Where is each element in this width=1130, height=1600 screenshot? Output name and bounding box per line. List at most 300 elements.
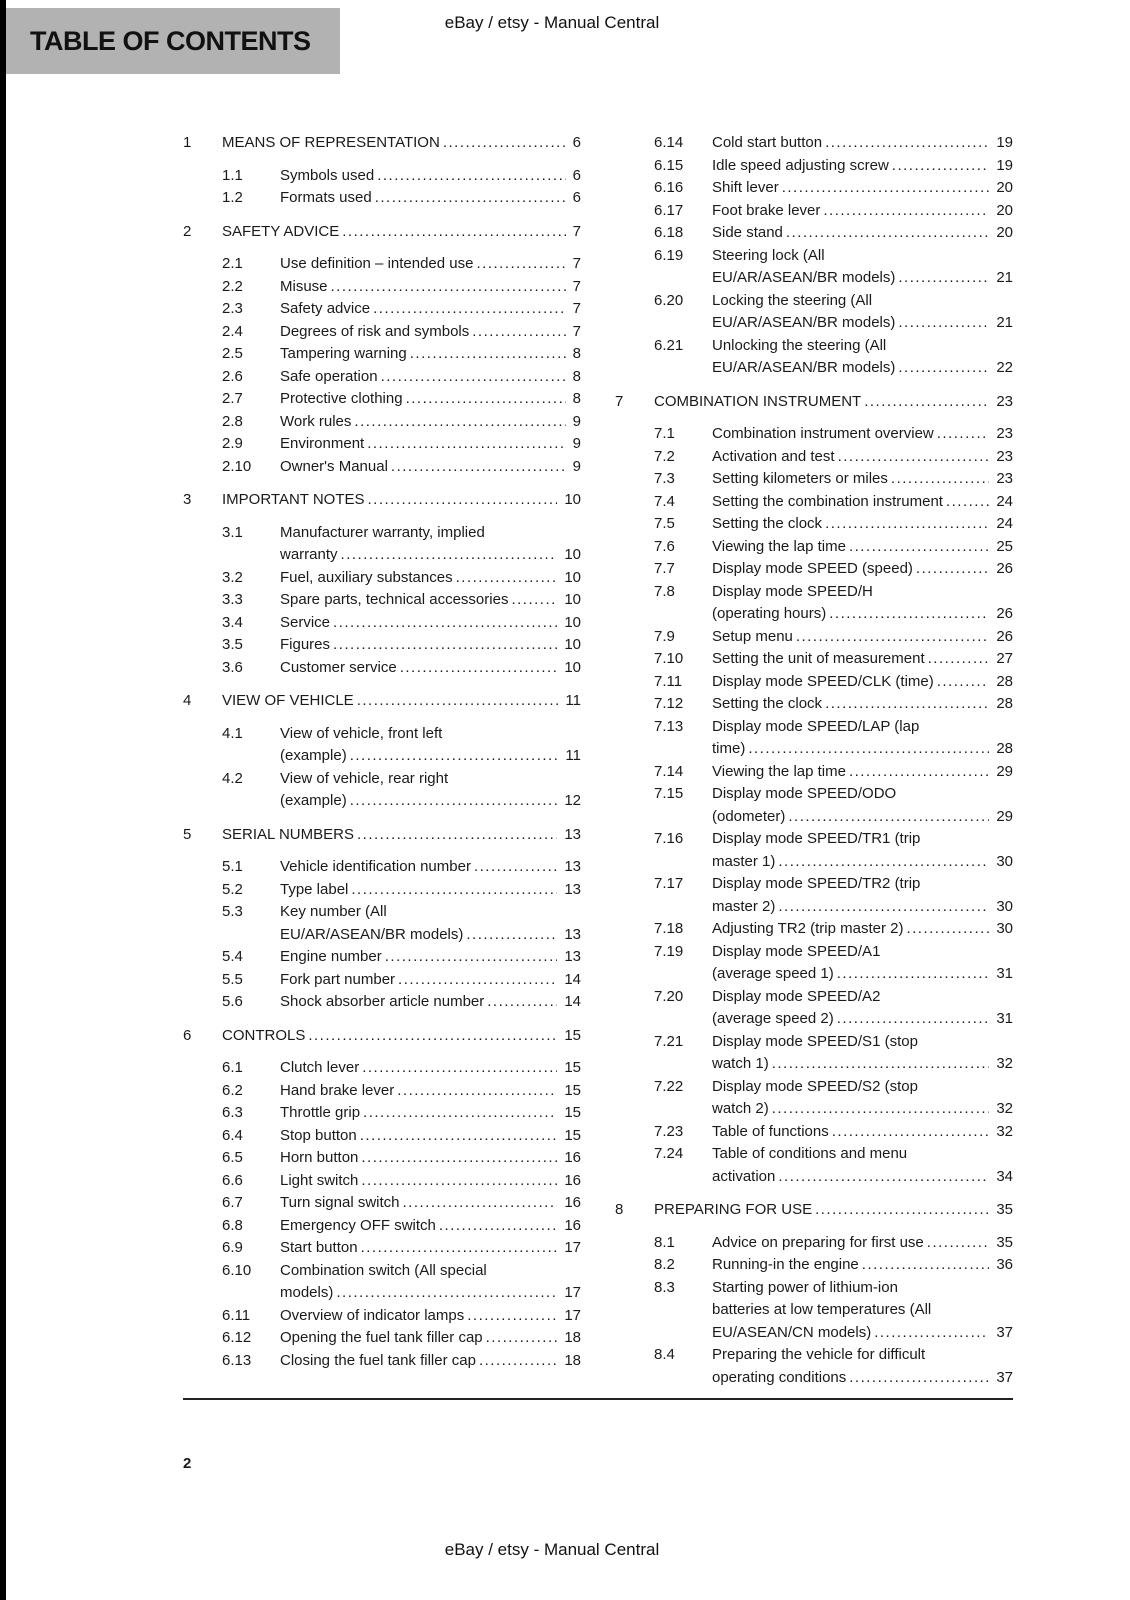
toc-entry-page: 36 xyxy=(989,1254,1013,1277)
toc-entry-title: Safety advice ..... xyxy=(280,300,370,317)
toc-entry-page: 16 xyxy=(557,1215,581,1238)
toc-entry-body xyxy=(280,879,581,902)
toc-entry-title: Overview of indicator lamps ..... xyxy=(280,1307,464,1324)
toc-entry-title: Steering lock (All EU/AR/ASEAN/BR models) ..... xyxy=(712,247,895,287)
toc-entry-number: 8.3 xyxy=(654,1278,675,1296)
toc-entry-page: 30 xyxy=(989,896,1013,919)
toc-entry xyxy=(615,626,1013,649)
toc-entry-title: Foot brake lever ..... xyxy=(712,202,820,219)
toc-entry-number: 6.5 xyxy=(222,1149,243,1166)
toc-entry xyxy=(615,1031,1013,1076)
toc-entry-body xyxy=(712,581,1013,626)
toc-entry-body xyxy=(712,558,1013,581)
toc-entry-body xyxy=(280,1305,581,1328)
toc-entry-number: 7.13 xyxy=(654,717,684,735)
toc-entry-body xyxy=(280,946,581,969)
toc-entry-page: 32 xyxy=(989,1053,1013,1076)
toc-entry-number: 7.20 xyxy=(654,987,684,1005)
toc-entry-number: 2.1 xyxy=(222,255,243,272)
toc-entry-number: 3.6 xyxy=(222,658,243,676)
toc-entry-number: 7.17 xyxy=(654,875,684,892)
toc-entry-body xyxy=(712,491,1013,514)
toc-entry-body xyxy=(280,276,581,299)
toc-entry-body xyxy=(712,1143,1013,1188)
toc-entry-title: Protective clothing ..... xyxy=(280,390,403,407)
toc-entry-body xyxy=(280,165,581,188)
toc-entry-body xyxy=(712,423,1013,446)
toc-entry-body xyxy=(280,321,581,344)
toc-entry-page: 26 xyxy=(989,626,1013,649)
toc-entry-page: 24 xyxy=(989,491,1013,514)
toc-entry xyxy=(183,1125,581,1148)
toc-entry-page: 23 xyxy=(989,391,1013,414)
toc-entry-number: 6.13 xyxy=(222,1351,252,1369)
toc-entry-body xyxy=(712,1277,1013,1345)
toc-entry-body xyxy=(222,824,581,847)
toc-entry xyxy=(183,411,581,434)
toc-entry-body xyxy=(712,761,1013,784)
toc-entry-title: Stop button ..... xyxy=(280,1127,357,1144)
toc-entry-number: 3.2 xyxy=(222,568,243,586)
toc-entry xyxy=(183,856,581,879)
toc-entry-page: 27 xyxy=(989,648,1013,671)
toc-entry xyxy=(615,391,1013,414)
toc-entry-page: 26 xyxy=(989,603,1013,626)
header-doc-title: eBay / etsy - Manual Central xyxy=(444,13,660,32)
toc-entry-body xyxy=(280,969,581,992)
toc-heading: TABLE OF CONTENTS xyxy=(30,25,311,56)
toc-entry xyxy=(183,1305,581,1328)
toc-entry-body xyxy=(712,155,1013,178)
toc-entry-number: 6.3 xyxy=(222,1104,243,1121)
toc-entry-body xyxy=(712,245,1013,290)
toc-entry-page: 17 xyxy=(557,1282,581,1305)
toc-entry-number: 3.4 xyxy=(222,613,243,631)
toc-entry xyxy=(615,1143,1013,1188)
toc-entry-body xyxy=(712,986,1013,1031)
toc-entry-number: 2.7 xyxy=(222,390,243,407)
toc-entry-number: 6.18 xyxy=(654,224,684,241)
toc-entry-body xyxy=(222,1025,581,1048)
toc-entry-page: 18 xyxy=(557,1350,581,1373)
toc-entry xyxy=(615,491,1013,514)
toc-column xyxy=(615,132,1013,1389)
toc-entry-title: Spare parts, technical accessories ..... xyxy=(280,591,508,608)
toc-entry-page: 13 xyxy=(557,824,581,847)
toc-entry-page: 20 xyxy=(989,177,1013,200)
toc-entry-body xyxy=(712,1121,1013,1144)
toc-entry-title: Running-in the engine ..... xyxy=(712,1256,859,1273)
toc-entry-body xyxy=(712,648,1013,671)
toc-entry-page: 11 xyxy=(558,745,581,768)
toc-entry-page: 24 xyxy=(989,513,1013,536)
toc-entry-number: 6.1 xyxy=(222,1059,243,1076)
toc-entry-page: 15 xyxy=(557,1080,581,1103)
toc-columns xyxy=(183,132,1013,1389)
toc-entry-title: Clutch lever ..... xyxy=(280,1059,359,1076)
footer-doc-title: eBay / etsy - Manual Central xyxy=(444,1540,660,1559)
toc-entry-title: Cold start button ..... xyxy=(712,134,822,151)
toc-entry-title: Combination instrument overview ..... xyxy=(712,425,934,442)
toc-entry xyxy=(615,1199,1013,1222)
toc-entry xyxy=(183,824,581,847)
toc-entry-page: 7 xyxy=(566,321,581,344)
toc-entry-body xyxy=(280,589,581,612)
toc-entry-page: 14 xyxy=(557,969,581,992)
toc-entry xyxy=(183,1025,581,1048)
toc-entry-body xyxy=(280,187,581,210)
toc-entry-page: 10 xyxy=(557,489,581,512)
toc-entry-title: Setting the combination instrument ..... xyxy=(712,493,943,510)
toc-entry-number: 7.12 xyxy=(654,695,684,712)
toc-entry-page: 6 xyxy=(566,187,581,210)
toc-entry-page: 18 xyxy=(557,1327,581,1350)
toc-entry-number: 1.1 xyxy=(222,166,243,184)
toc-entry-title: Service ..... xyxy=(280,614,330,631)
toc-entry-title: Activation and test ..... xyxy=(712,448,835,465)
toc-entry xyxy=(183,567,581,590)
toc-entry-number: 3.3 xyxy=(222,591,243,608)
toc-entry xyxy=(183,132,581,155)
toc-entry-title: Table of conditions and menu activation ..... xyxy=(712,1145,907,1185)
toc-entry-number: 7.24 xyxy=(654,1145,684,1162)
toc-entry-page: 23 xyxy=(989,446,1013,469)
toc-entry-title: Display mode SPEED/TR1 (trip master 1) ..... xyxy=(712,830,920,870)
toc-entry-title: Side stand ..... xyxy=(712,224,783,241)
toc-entry-title: IMPORTANT NOTES ..... xyxy=(222,491,365,508)
toc-entry-page: 23 xyxy=(989,423,1013,446)
toc-entry-title: Symbols used ..... xyxy=(280,167,374,184)
toc-entry-page: 37 xyxy=(989,1367,1013,1390)
toc-entry-title: Safe operation ..... xyxy=(280,368,378,385)
toc-entry-number: 4.2 xyxy=(222,769,243,787)
toc-entry xyxy=(615,918,1013,941)
toc-entry xyxy=(183,634,581,657)
toc-entry-title: Table of functions ..... xyxy=(712,1123,829,1140)
toc-entry-number: 2.5 xyxy=(222,345,243,362)
toc-entry xyxy=(183,901,581,946)
toc-entry-title: Preparing the vehicle for difficult operating conditions ..... xyxy=(712,1346,925,1386)
toc-entry xyxy=(183,589,581,612)
toc-entry xyxy=(183,1170,581,1193)
toc-entry-body xyxy=(280,657,581,680)
toc-entry-body xyxy=(712,828,1013,873)
toc-entry xyxy=(183,253,581,276)
toc-entry-page: 6 xyxy=(566,132,581,155)
toc-entry-body xyxy=(712,536,1013,559)
toc-entry-title: Display mode SPEED/A2 (average speed 2) ..... xyxy=(712,988,880,1028)
toc-entry-body xyxy=(712,200,1013,223)
toc-entry-title: SAFETY ADVICE ..... xyxy=(222,223,339,240)
toc-entry-number: 6.2 xyxy=(222,1081,243,1099)
toc-entry-number: 5.5 xyxy=(222,970,243,988)
toc-entry-number: 6.6 xyxy=(222,1171,243,1189)
footer-page-number: 2 xyxy=(183,1455,192,1472)
toc-entry-title: CONTROLS ..... xyxy=(222,1027,305,1044)
toc-entry-page: 31 xyxy=(989,963,1013,986)
toc-entry xyxy=(183,366,581,389)
toc-entry-title: Display mode SPEED/LAP (lap time) ..... xyxy=(712,718,919,758)
toc-entry-body xyxy=(280,456,581,479)
toc-entry-number: 6.8 xyxy=(222,1216,243,1234)
toc-entry-page: 15 xyxy=(557,1025,581,1048)
toc-entry-page: 9 xyxy=(566,411,581,434)
toc-entry-page: 15 xyxy=(557,1057,581,1080)
toc-entry-title: Viewing the lap time ..... xyxy=(712,538,846,555)
toc-entry xyxy=(615,581,1013,626)
toc-entry-number: 6.14 xyxy=(654,134,684,151)
toc-entry-title: SERIAL NUMBERS ..... xyxy=(222,826,354,843)
toc-entry-body xyxy=(280,411,581,434)
toc-entry-page: 8 xyxy=(566,388,581,411)
toc-entry-body xyxy=(280,366,581,389)
toc-entry-body xyxy=(280,634,581,657)
toc-entry-title: Horn button ..... xyxy=(280,1149,358,1166)
toc-entry xyxy=(183,879,581,902)
toc-entry xyxy=(183,612,581,635)
toc-entry-number: 1 xyxy=(183,134,192,151)
page-left-edge xyxy=(0,0,6,1600)
toc-entry xyxy=(183,1327,581,1350)
toc-entry-title: Misuse ..... xyxy=(280,278,328,295)
toc-entry-title: Setting kilometers or miles ..... xyxy=(712,470,888,487)
toc-entry-number: 8 xyxy=(615,1201,624,1218)
toc-entry-number: 2.3 xyxy=(222,300,243,317)
toc-entry-number: 7.11 xyxy=(654,672,683,690)
toc-entry-body xyxy=(712,335,1013,380)
toc-entry-number: 2.8 xyxy=(222,412,243,430)
toc-entry-title: Engine number ..... xyxy=(280,948,382,965)
toc-entry-title: Environment ..... xyxy=(280,435,364,452)
toc-entry-title: View of vehicle, front left (example) ..... xyxy=(280,725,442,765)
toc-entry-body xyxy=(712,1254,1013,1277)
toc-entry-body xyxy=(712,783,1013,828)
toc-entry-title: Figures ..... xyxy=(280,636,330,653)
toc-entry xyxy=(183,456,581,479)
toc-entry-title: Key number (All EU/AR/ASEAN/BR models) ..... xyxy=(280,903,463,943)
toc-entry-number: 7.5 xyxy=(654,515,675,532)
toc-entry xyxy=(183,221,581,244)
toc-entry xyxy=(615,941,1013,986)
toc-entry xyxy=(615,648,1013,671)
toc-entry-title: Tampering warning ..... xyxy=(280,345,407,362)
toc-entry-page: 31 xyxy=(989,1008,1013,1031)
toc-entry-body xyxy=(712,941,1013,986)
toc-entry-number: 7.9 xyxy=(654,627,675,645)
toc-entry xyxy=(615,446,1013,469)
toc-entry xyxy=(183,1350,581,1373)
toc-entry-body xyxy=(712,1031,1013,1076)
toc-entry xyxy=(615,423,1013,446)
toc-entry-page: 13 xyxy=(557,946,581,969)
toc-entry-body xyxy=(280,522,581,567)
toc-entry xyxy=(615,468,1013,491)
toc-entry-title: Display mode SPEED/TR2 (trip master 2) ..... xyxy=(712,875,920,915)
toc-entry xyxy=(183,1147,581,1170)
toc-entry-number: 7.15 xyxy=(654,785,684,802)
toc-entry-number: 5.2 xyxy=(222,880,243,898)
toc-entry xyxy=(615,1232,1013,1255)
toc-entry-page: 10 xyxy=(557,589,581,612)
toc-entry-page: 23 xyxy=(989,468,1013,491)
toc-entry-page: 10 xyxy=(557,634,581,657)
toc-entry-page: 8 xyxy=(566,366,581,389)
toc-entry-page: 7 xyxy=(566,276,581,299)
toc-entry-title: Fuel, auxiliary substances ..... xyxy=(280,569,453,586)
toc-entry-body xyxy=(280,991,581,1014)
toc-entry-title: Display mode SPEED (speed) ..... xyxy=(712,560,913,577)
toc-entry-body xyxy=(712,290,1013,335)
toc-entry-number: 5.1 xyxy=(222,858,243,875)
toc-entry xyxy=(615,513,1013,536)
toc-entry-number: 6.4 xyxy=(222,1126,243,1144)
toc-entry-number: 6.16 xyxy=(654,179,684,196)
toc-entry-page: 16 xyxy=(557,1170,581,1193)
toc-entry xyxy=(615,335,1013,380)
toc-entry-page: 11 xyxy=(558,690,581,713)
toc-entry xyxy=(183,969,581,992)
toc-entry-body xyxy=(280,1125,581,1148)
toc-entry-page: 15 xyxy=(557,1125,581,1148)
toc-entry-page: 28 xyxy=(989,671,1013,694)
toc-entry-title: Idle speed adjusting screw ..... xyxy=(712,157,889,174)
toc-entry-page: 26 xyxy=(989,558,1013,581)
toc-entry xyxy=(615,290,1013,335)
toc-entry-number: 6.12 xyxy=(222,1329,252,1346)
toc-entry-number: 6.9 xyxy=(222,1239,243,1256)
toc-entry-page: 30 xyxy=(989,851,1013,874)
toc-entry xyxy=(615,245,1013,290)
toc-entry-number: 7.23 xyxy=(654,1122,684,1140)
toc-entry xyxy=(615,222,1013,245)
toc-entry-body xyxy=(222,489,581,512)
toc-entry-title: PREPARING FOR USE ..... xyxy=(654,1201,812,1218)
toc-entry-page: 9 xyxy=(566,433,581,456)
toc-entry-title: Display mode SPEED/CLK (time) ..... xyxy=(712,673,934,690)
toc-entry xyxy=(615,761,1013,784)
toc-entry-title: Manufacturer warranty, implied warranty ..... xyxy=(280,524,485,564)
toc-entry xyxy=(183,946,581,969)
toc-entry-title: View of vehicle, rear right (example) ..... xyxy=(280,770,448,810)
toc-entry-body xyxy=(712,132,1013,155)
toc-entry xyxy=(615,558,1013,581)
toc-entry-title: Owner's Manual ..... xyxy=(280,458,388,475)
toc-entry-body xyxy=(280,1147,581,1170)
toc-entry-title: Starting power of lithium-ion batteries at low temperatures (All EU/ASEAN/CN models) ..... xyxy=(712,1279,931,1341)
toc-entry-number: 6.15 xyxy=(654,156,684,174)
toc-entry-body xyxy=(280,723,581,768)
toc-entry-number: 5.6 xyxy=(222,993,243,1010)
toc-entry xyxy=(615,1277,1013,1345)
toc-entry-number: 7.21 xyxy=(654,1032,684,1050)
toc-entry xyxy=(183,1260,581,1305)
toc-entry-number: 7.10 xyxy=(654,650,684,667)
toc-entry xyxy=(615,1344,1013,1389)
toc-entry xyxy=(615,177,1013,200)
toc-entry-number: 8.1 xyxy=(654,1233,675,1251)
toc-entry-page: 16 xyxy=(557,1192,581,1215)
toc-entry xyxy=(615,1121,1013,1144)
toc-entry-title: Shock absorber article number ..... xyxy=(280,993,484,1010)
toc-entry-body xyxy=(280,1192,581,1215)
toc-entry-title: Display mode SPEED/ODO (odometer) ..... xyxy=(712,785,896,825)
toc-entry-page: 13 xyxy=(557,879,581,902)
toc-entry-body xyxy=(712,1344,1013,1389)
toc-entry-page: 16 xyxy=(557,1147,581,1170)
toc-entry xyxy=(615,200,1013,223)
toc-entry-number: 7.1 xyxy=(654,425,675,442)
toc-entry-number: 6.21 xyxy=(654,336,684,354)
toc-entry-body xyxy=(280,253,581,276)
toc-entry-title: Light switch ..... xyxy=(280,1172,358,1189)
toc-entry-title: Degrees of risk and symbols ..... xyxy=(280,323,469,340)
toc-entry xyxy=(183,433,581,456)
toc-entry-number: 5.4 xyxy=(222,948,243,965)
toc-entry xyxy=(615,132,1013,155)
toc-entry-title: Unlocking the steering (All EU/AR/ASEAN/BR models) ..... xyxy=(712,337,895,377)
toc-entry-number: 7.4 xyxy=(654,492,675,510)
toc-entry-number: 2.2 xyxy=(222,277,243,295)
toc-entry-body xyxy=(280,768,581,813)
toc-entry-number: 5 xyxy=(183,825,192,843)
toc-entry-body xyxy=(280,567,581,590)
toc-entry-body xyxy=(280,298,581,321)
toc-entry xyxy=(183,1102,581,1125)
toc-entry xyxy=(615,716,1013,761)
toc-entry-body xyxy=(712,626,1013,649)
toc-entry-page: 20 xyxy=(989,222,1013,245)
toc-entry-number: 2.6 xyxy=(222,367,243,385)
toc-entry-title: Setting the clock ..... xyxy=(712,515,822,532)
toc-entry xyxy=(183,1080,581,1103)
toc-entry-body xyxy=(280,1327,581,1350)
toc-entry-number: 6.11 xyxy=(222,1306,251,1324)
toc-entry-page: 22 xyxy=(989,357,1013,380)
toc-entry-number: 6 xyxy=(183,1026,192,1044)
toc-entry xyxy=(615,1076,1013,1121)
toc-entry-number: 2 xyxy=(183,222,192,240)
toc-entry-number: 2.9 xyxy=(222,435,243,452)
toc-entry-page: 28 xyxy=(989,738,1013,761)
toc-entry-page: 25 xyxy=(989,536,1013,559)
toc-entry-number: 6.19 xyxy=(654,246,684,264)
toc-entry xyxy=(183,1237,581,1260)
toc-entry-body xyxy=(280,433,581,456)
toc-entry-page: 10 xyxy=(557,612,581,635)
toc-entry-title: Combination switch (All special models) ..... xyxy=(280,1262,487,1302)
toc-entry-number: 1.2 xyxy=(222,189,243,206)
toc-entry-body xyxy=(712,716,1013,761)
toc-entry-number: 6.10 xyxy=(222,1261,252,1279)
toc-entry xyxy=(183,388,581,411)
toc-entry xyxy=(183,165,581,188)
toc-entry-page: 7 xyxy=(566,298,581,321)
toc-entry-title: Use definition – intended use ..... xyxy=(280,255,473,272)
toc-entry-body xyxy=(280,388,581,411)
toc-entry xyxy=(183,1057,581,1080)
toc-entry-number: 7.19 xyxy=(654,942,684,960)
toc-entry-body xyxy=(280,856,581,879)
toc-entry-body xyxy=(280,1215,581,1238)
toc-entry-title: VIEW OF VEHICLE ..... xyxy=(222,692,354,709)
toc-entry-page: 9 xyxy=(566,456,581,479)
toc-entry xyxy=(615,873,1013,918)
toc-entry-body xyxy=(280,1260,581,1305)
toc-entry xyxy=(183,187,581,210)
toc-entry-body xyxy=(712,1232,1013,1255)
toc-entry xyxy=(615,986,1013,1031)
toc-entry-page: 17 xyxy=(557,1305,581,1328)
